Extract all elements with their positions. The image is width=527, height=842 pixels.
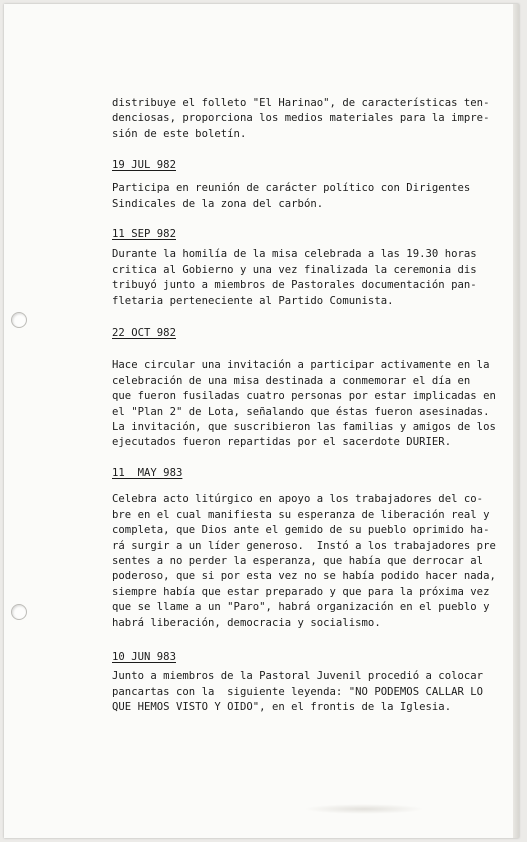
entry-19-jul-982	[112, 158, 470, 212]
entry-line: siempre había que estar preparado y que para la próxima vez	[112, 585, 490, 598]
entry-line: fletaria perteneciente al Partido Comunista.	[112, 294, 394, 307]
intro-line: sión de este boletín.	[112, 127, 247, 140]
entry-line: que se llame a un "Paro", habrá organización en el pueblo y	[112, 601, 490, 614]
entry-10-jun-983	[112, 650, 483, 716]
punch-hole-upper	[11, 312, 27, 328]
entry-line: sentes a no perder la esperanza, que había que derrocar al	[112, 555, 484, 568]
entry-date-heading: 11 SEP 982	[112, 228, 176, 240]
entry-line: que fueron fusiladas cuatro personas por estar implicadas en	[112, 390, 496, 403]
entry-line: Participa en reunión de carácter político con Dirigentes	[112, 182, 471, 195]
entry-line: bre en el cual manifiesta su esperanza de liberación real y	[112, 508, 490, 521]
entry-date-heading: 22 OCT 982	[112, 327, 176, 339]
entry-22-oct-982	[112, 326, 496, 451]
entry-line: Celebra acto litúrgico en apoyo a los trabajadores del co-	[112, 493, 484, 506]
entry-line: critica al Gobierno y una vez finalizada la ceremonia dis	[112, 263, 477, 276]
entry-line: tribuyó junto a miembros de Pastorales documentación pan-	[112, 279, 477, 292]
intro-line: distribuye el folleto "El Harinao", de características ten-	[112, 97, 490, 109]
entry-line: ejecutados fueron repartidas por el sacerdote DURIER.	[112, 436, 452, 449]
entry-line: Durante la homilía de la misa celebrada a las 19.30 horas	[112, 248, 477, 261]
punch-hole-lower	[11, 604, 27, 620]
entry-line: rá surgir a un líder generoso. Instó a los trabajadores pre	[112, 539, 496, 552]
entry-line: pancartas con la siguiente leyenda: "NO PODEMOS CALLAR LO	[112, 685, 484, 698]
entry-date-heading: 19 JUL 982	[112, 159, 176, 171]
page-edge-shadow	[513, 4, 519, 838]
entry-11-may-983	[112, 466, 496, 631]
entry-date-heading: 10 JUN 983	[112, 651, 176, 663]
entry-line: QUE HEMOS VISTO Y OIDO", en el frontis de la Iglesia.	[112, 701, 452, 714]
entry-line: La invitación, que suscribieron las familias y amigos de los	[112, 421, 496, 434]
document-page	[4, 4, 519, 838]
entry-line: Sindicales de la zona del carbón.	[112, 197, 324, 210]
intro-line: denciosas, proporciona los medios materiales para la impre-	[112, 112, 490, 125]
bleed-through-smudge	[304, 804, 424, 814]
entry-line: celebración de una misa destinada a conmemorar el día en	[112, 374, 471, 387]
entry-line: Junto a miembros de la Pastoral Juvenil procedió a colocar	[112, 670, 484, 683]
entry-11-sep-982	[112, 227, 477, 309]
entry-line: poderoso, que si por esta vez no se había podido hacer nada,	[112, 570, 496, 583]
entry-date-heading: 11 MAY 983	[112, 467, 183, 479]
entry-line: completa, que Dios ante el gemido de su pueblo oprimido ha-	[112, 524, 490, 537]
entry-line: el "Plan 2" de Lota, señalando que éstas fueron asesinadas.	[112, 405, 490, 418]
entry-line: habrá liberación, democracia y socialismo.	[112, 616, 381, 629]
intro-paragraph	[112, 96, 489, 142]
entry-line: Hace circular una invitación a participar activamente en la	[112, 359, 490, 372]
